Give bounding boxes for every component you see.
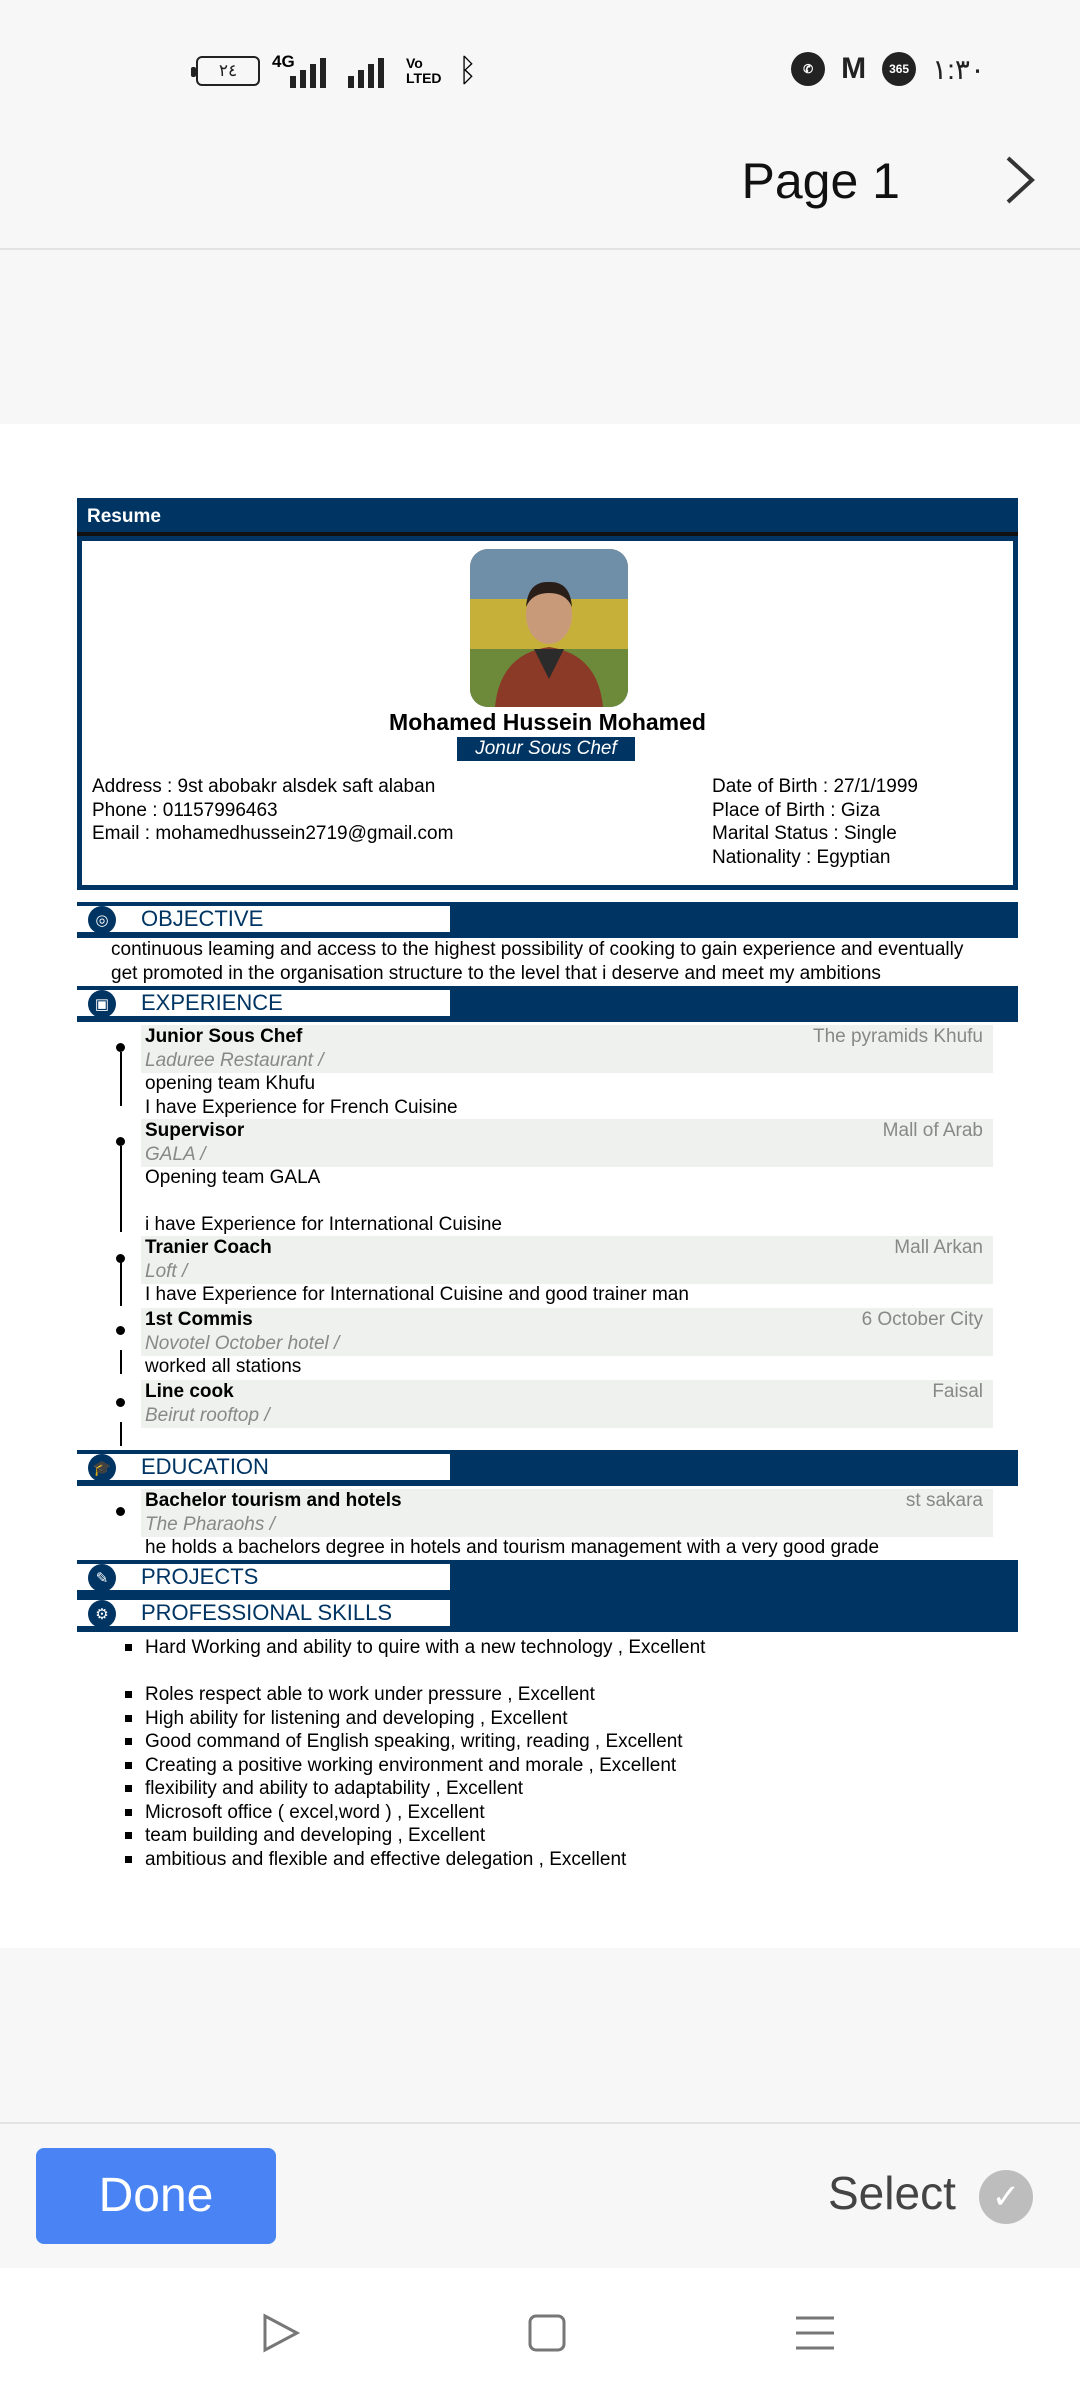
volte-icon bbox=[406, 56, 442, 86]
timeline-dot bbox=[116, 1137, 125, 1146]
education-location: st sakara bbox=[905, 1490, 983, 1511]
section-projects bbox=[77, 1560, 1018, 1596]
job-detail-line: I have Experience for French Cuisine bbox=[145, 1096, 458, 1118]
job-company: Beirut rooftop / bbox=[145, 1405, 270, 1426]
place-of-birth: Place of Birth : Giza bbox=[712, 799, 880, 821]
education-detail: he holds a bachelors degree in hotels and tourism management with a very good grade bbox=[145, 1537, 880, 1558]
document-page bbox=[0, 424, 1080, 1948]
skill-item: Creating a positive working environment and morale , Excellent bbox=[145, 1754, 705, 1778]
section-experience bbox=[77, 986, 1018, 1022]
job-company: Loft / bbox=[145, 1261, 188, 1282]
job-company: Laduree Restaurant / bbox=[145, 1050, 324, 1071]
date-of-birth: Date of Birth : 27/1/1999 bbox=[712, 776, 918, 797]
page-label: Page 1 bbox=[741, 153, 900, 209]
job-detail-line: i have Experience for International Cuisine bbox=[145, 1214, 502, 1235]
job-location: Faisal bbox=[932, 1381, 983, 1402]
degree-title: Bachelor tourism and hotels bbox=[145, 1490, 402, 1511]
whatsapp-icon: ✆ bbox=[791, 52, 825, 86]
nationality: Nationality : Egyptian bbox=[712, 846, 891, 868]
objective-text bbox=[111, 938, 1001, 985]
section-title: EDUCATION bbox=[141, 1454, 269, 1479]
timeline-line bbox=[120, 1052, 122, 1106]
skill-item: Hard Working and ability to quire with a new technology , Excellent bbox=[145, 1637, 706, 1658]
job-title: 1st Commis bbox=[145, 1309, 253, 1330]
job-location: The pyramids Khufu bbox=[812, 1026, 983, 1047]
skill-item: Good command of English speaking, writing, reading , Excellent bbox=[145, 1730, 705, 1754]
job-item bbox=[141, 1025, 993, 1073]
timeline-line bbox=[120, 1350, 122, 1374]
candidate-name: Mohamed Hussein Mohamed bbox=[389, 709, 706, 735]
job-title: Junior Sous Chef bbox=[145, 1026, 303, 1047]
skill-item: team building and developing , Excellent bbox=[145, 1824, 705, 1848]
job-title: Supervisor bbox=[145, 1120, 245, 1141]
job-company: Novotel October hotel / bbox=[145, 1333, 340, 1354]
job-item bbox=[141, 1380, 993, 1428]
resume-title: Resume bbox=[77, 498, 1018, 536]
menu-lines-icon[interactable] bbox=[790, 2308, 840, 2358]
signal-icon-2 bbox=[348, 56, 384, 88]
objective-line: get promoted in the organisation structure to the level that i deserve and meet my ambitions bbox=[111, 962, 881, 984]
profile-box bbox=[77, 536, 1018, 890]
job-item bbox=[141, 1308, 993, 1356]
timeline-line bbox=[120, 1146, 122, 1232]
timeline-dot bbox=[116, 1254, 125, 1263]
section-title: PROFESSIONAL SKILLS bbox=[141, 1600, 393, 1625]
chevron-right-icon[interactable] bbox=[990, 150, 1050, 210]
skills-list bbox=[145, 1636, 705, 1871]
back-triangle-icon[interactable] bbox=[255, 2308, 305, 2358]
job-detail-line: I have Experience for International Cuisine and good trainer man bbox=[145, 1284, 689, 1305]
timeline-dot bbox=[116, 1043, 125, 1052]
timeline-dot bbox=[116, 1507, 125, 1516]
done-button[interactable]: Done bbox=[36, 2148, 276, 2244]
timeline-line bbox=[120, 1260, 122, 1306]
job-detail-line: Opening team GALA bbox=[145, 1167, 321, 1188]
phone: Phone : 01157996463 bbox=[92, 799, 278, 821]
skills-icon: ⚙ bbox=[88, 1600, 116, 1628]
timeline-dot bbox=[116, 1398, 125, 1407]
clock: ١:٣٠ bbox=[932, 53, 985, 85]
timeline-dot bbox=[116, 1326, 125, 1335]
volte-top: Vo bbox=[406, 55, 423, 71]
objective-line: continuous leaming and access to the highest possibility of cooking to gain experience and eventually bbox=[111, 939, 964, 960]
graduation-cap-icon: 🎓 bbox=[88, 1454, 116, 1482]
app-365-icon: 365 bbox=[882, 52, 916, 86]
timeline-line bbox=[120, 1422, 122, 1446]
briefcase-icon: ▣ bbox=[88, 990, 116, 1018]
job-detail bbox=[145, 1166, 502, 1237]
job-detail-line: opening team Khufu bbox=[145, 1073, 316, 1094]
marital-status: Marital Status : Single bbox=[712, 823, 897, 844]
skill-item: High ability for listening and developing , Excellent bbox=[145, 1707, 705, 1731]
status-bar bbox=[0, 0, 1080, 120]
action-bar bbox=[0, 2122, 1080, 2268]
section-skills bbox=[77, 1596, 1018, 1632]
home-square-icon[interactable] bbox=[522, 2308, 572, 2358]
section-education bbox=[77, 1450, 1018, 1486]
education-item bbox=[141, 1489, 993, 1537]
job-location: 6 October City bbox=[861, 1309, 983, 1330]
job-location: Mall of Arab bbox=[882, 1120, 983, 1141]
job-item bbox=[141, 1236, 993, 1284]
section-title: PROJECTS bbox=[141, 1564, 259, 1589]
battery-icon: ٢٤ bbox=[196, 56, 260, 86]
viewer-header bbox=[0, 120, 1080, 250]
profile-photo bbox=[470, 549, 628, 707]
address: Address : 9st abobakr alsdek saft alaban bbox=[92, 776, 436, 797]
skill-item: Roles respect able to work under pressure , Excellent bbox=[145, 1683, 705, 1707]
skill-item: Microsoft office ( excel,word ) , Excellent bbox=[145, 1801, 705, 1825]
skill-item: ambitious and flexible and effective delegation , Excellent bbox=[145, 1848, 705, 1872]
email: Email : mohamedhussein2719@gmail.com bbox=[92, 823, 454, 844]
select-label[interactable]: Select bbox=[828, 2167, 956, 2219]
skill-item: flexibility and ability to adaptability , Excellent bbox=[145, 1777, 705, 1801]
gmail-icon: M bbox=[841, 52, 867, 85]
personal-info bbox=[712, 775, 918, 869]
job-item bbox=[141, 1119, 993, 1167]
job-detail-line: worked all stations bbox=[145, 1356, 302, 1377]
target-icon: ◎ bbox=[88, 906, 116, 934]
network-type: 4G bbox=[272, 52, 295, 71]
school-name: The Pharaohs / bbox=[145, 1514, 275, 1535]
volte-bottom: LTED bbox=[406, 70, 442, 86]
job-detail bbox=[145, 1283, 689, 1307]
job-detail bbox=[145, 1355, 301, 1379]
section-objective bbox=[77, 902, 1018, 938]
select-check-icon[interactable]: ✓ bbox=[979, 2170, 1033, 2224]
signal-icon bbox=[290, 56, 326, 88]
bluetooth-icon: ᛒ bbox=[458, 52, 478, 88]
job-title: Tranier Coach bbox=[145, 1237, 272, 1258]
job-title: Line cook bbox=[145, 1381, 234, 1402]
job-company: GALA / bbox=[145, 1144, 206, 1165]
projects-icon: ✎ bbox=[88, 1564, 116, 1592]
candidate-role: Jonur Sous Chef bbox=[457, 737, 635, 761]
system-nav-bar bbox=[0, 2268, 1080, 2400]
section-title: EXPERIENCE bbox=[141, 990, 283, 1015]
job-detail bbox=[145, 1072, 458, 1119]
section-title: OBJECTIVE bbox=[141, 906, 264, 931]
job-location: Mall Arkan bbox=[894, 1237, 983, 1258]
contact-info bbox=[92, 775, 453, 846]
